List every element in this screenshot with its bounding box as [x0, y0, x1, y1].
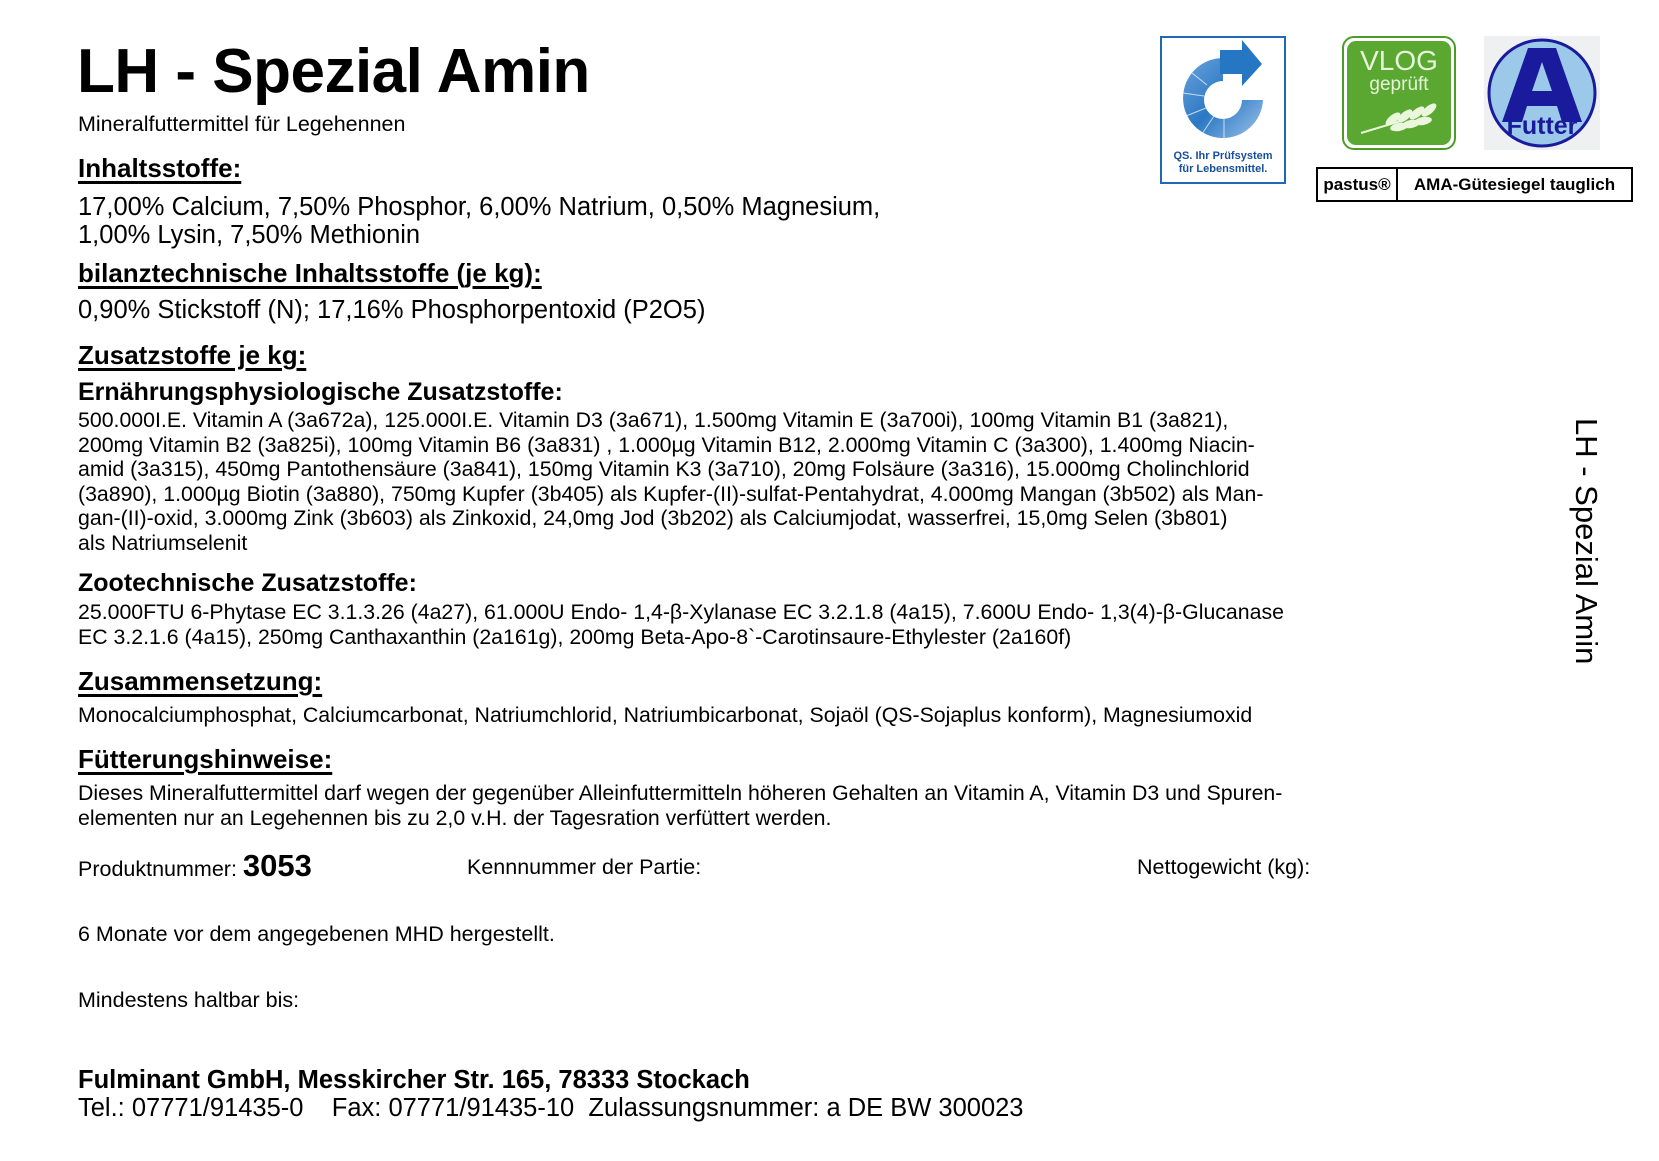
a-futter-icon	[1484, 36, 1600, 150]
text-line: Monocalciumphosphat, Calciumcarbonat, Natriumchlorid, Natriumbicarbonat, Sojaöl (QS-Sojaplus konform), Magnesiumoxid	[78, 703, 1253, 727]
text-line: 0,90% Stickstoff (N); 17,16% Phosphorpentoxid (P2O5)	[78, 296, 706, 324]
text-line: als Natriumselenit	[78, 530, 248, 555]
qs-logo-text	[1162, 150, 1284, 176]
vlog-title: VLOG	[1360, 45, 1438, 76]
heading-inhaltsstoffe: Inhaltsstoffe:	[78, 153, 242, 183]
heading-zusatzstoffe: Zusatzstoffe je kg:	[78, 340, 307, 370]
product-subtitle: Mineralfuttermittel für Legehennen	[78, 112, 406, 136]
product-number-label: Produktnummer:	[78, 857, 237, 881]
text-line: amid (3a315), 450mg Pantothensäure (3a841), 150mg Vitamin K3 (3a710), 20mg Folsäure (3a316), 15.000mg Cholinchlorid	[78, 457, 1250, 481]
text-line: 200mg Vitamin B2 (3a825i), 100mg Vitamin B6 (3a831) , 1.000µg Vitamin B12, 2.000mg Vitamin C (3a300), 1.400mg Niacin-	[78, 432, 1255, 457]
text-line: EC 3.2.1.6 (4a15), 250mg Canthaxanthin (2a161g), 200mg Beta-Apo-8`-Carotinsaure-Ethylester (2a160f)	[78, 624, 1072, 649]
heading-fuetterung: Fütterungshinweise:	[78, 744, 333, 774]
company-contact: Tel.: 07771/91435-0 Fax: 07771/91435-10 Zulassungsnummer: a DE BW 300023	[78, 1094, 1024, 1122]
best-before-label: Mindestens haltbar bis:	[78, 988, 300, 1012]
ernaehrung-text	[78, 408, 1263, 555]
text-line: gan-(II)-oxid, 3.000mg Zink (3b603) als Zinkoxid, 24,0mg Jod (3b202) als Calciumjodat, wasserfrei, 15,0mg Selen (3b801)	[78, 506, 1228, 530]
product-title: LH - Spezial Amin	[77, 37, 590, 106]
heading-bilanz: bilanztechnische Inhaltsstoffe (je kg):	[78, 258, 542, 288]
qs-logo	[1160, 36, 1286, 184]
a-futter-logo	[1484, 36, 1600, 150]
qs-line1: QS. Ihr Prüfsystem	[1173, 150, 1273, 162]
vertical-product-title: LH - Spezial Amin	[1569, 418, 1604, 665]
qs-circular-arrow-icon	[1162, 38, 1284, 148]
vlog-logo	[1342, 36, 1456, 150]
pastus-label: pastus®	[1318, 169, 1398, 200]
text-line: 17,00% Calcium, 7,50% Phosphor, 6,00% Natrium, 0,50% Magnesium,	[78, 193, 881, 221]
heading-zootechnisch: Zootechnische Zusatzstoffe:	[78, 569, 417, 597]
vlog-subtitle: geprüft	[1369, 74, 1429, 95]
mhd-note: 6 Monate vor dem angegebenen MHD hergestellt.	[78, 922, 555, 946]
pastus-ama-box	[1316, 167, 1633, 202]
text-line: 1,00% Lysin, 7,50% Methionin	[78, 221, 421, 249]
zusammensetzung-text	[78, 703, 1252, 728]
text-line: elementen nur an Legehennen bis zu 2,0 v.H. der Tagesration verfüttert werden.	[78, 805, 832, 830]
net-weight-label: Nettogewicht (kg):	[1137, 855, 1311, 879]
wheat-ear-icon	[1351, 99, 1451, 139]
zootech-text	[78, 600, 1284, 649]
ama-label: AMA-Gütesiegel tauglich	[1413, 174, 1616, 194]
qs-line2: für Lebensmittel.	[1178, 163, 1268, 175]
product-number-field	[78, 848, 312, 884]
heading-ernaehrung: Ernährungsphysiologische Zusatzstoffe:	[78, 378, 563, 406]
text-line: 25.000FTU 6-Phytase EC 3.1.3.26 (4a27), 61.000U Endo- 1,4-β-Xylanase EC 3.2.1.8 (4a15), 7.600U Endo- 1,3(4)-β-Glucanase	[78, 600, 1284, 624]
text-line: 500.000I.E. Vitamin A (3a672a), 125.000I.E. Vitamin D3 (3a671), 1.500mg Vitamin E (3a700i), 100mg Vitamin B1 (3a821),	[78, 408, 1229, 432]
svg-text:Futter: Futter	[1506, 112, 1578, 140]
company-address: Fulminant GmbH, Messkircher Str. 165, 78333 Stockach	[78, 1066, 750, 1094]
heading-zusammensetzung: Zusammensetzung:	[78, 666, 323, 696]
bilanz-text	[78, 296, 705, 324]
batch-number-label: Kennnummer der Partie:	[467, 855, 702, 879]
product-number-value: 3053	[242, 848, 312, 883]
text-line: (3a890), 1.000µg Biotin (3a880), 750mg Kupfer (3b405) als Kupfer-(II)-sulfat-Pentahydrat, 4.000mg Mangan (3b502) als Man-	[78, 481, 1264, 506]
text-line: Dieses Mineralfuttermittel darf wegen der gegenüber Alleinfuttermitteln höheren Gehalten an Vitamin A, Vitamin D3 und Spuren-	[78, 781, 1283, 805]
inhaltsstoffe-text	[78, 193, 880, 249]
fuetterung-text	[78, 781, 1282, 830]
